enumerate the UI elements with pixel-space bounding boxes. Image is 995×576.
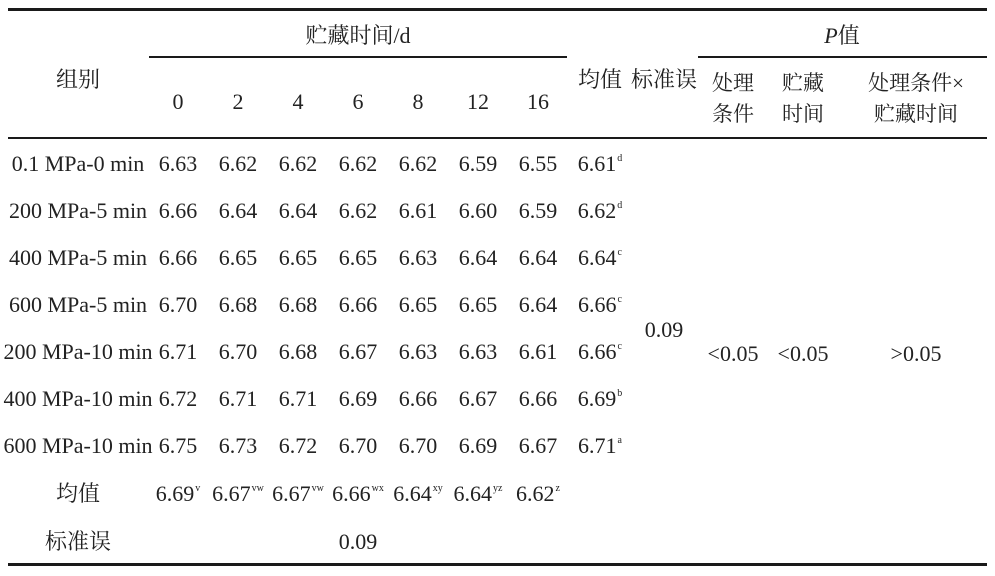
- row-group-label: 0.1 MPa-0 min: [11, 151, 145, 176]
- p-col-storage-line2: 时间: [782, 102, 824, 126]
- time-col-header: 12: [467, 89, 489, 114]
- table-cell: 6.75: [158, 433, 198, 458]
- row-mean-letter: c: [617, 341, 622, 352]
- table-cell: 6.63: [158, 151, 198, 176]
- row-group-label: 200 MPa-5 min: [8, 198, 148, 223]
- row-mean-value: 6.64: [578, 245, 617, 270]
- mean-row-value: 6.66: [332, 481, 371, 506]
- table-cell: 6.65: [278, 245, 318, 270]
- table-cell: 6.66: [158, 198, 198, 223]
- row-mean-value: 6.62: [577, 198, 617, 223]
- table-cell: 6.73: [218, 433, 258, 458]
- table-cell: 6.64: [218, 198, 258, 223]
- se-row-value: 0.09: [338, 529, 378, 554]
- table-cell: 6.63: [398, 245, 438, 270]
- mean-row-value: 6.69: [155, 481, 195, 506]
- table-cell: 6.71: [278, 386, 318, 411]
- row-group-label: 600 MPa-10 min: [3, 433, 153, 458]
- row-group-label: 200 MPa-10 min: [3, 339, 153, 364]
- table-cell: 6.62: [398, 151, 438, 176]
- p-treatment-value: <0.05: [707, 341, 759, 366]
- time-col-header: 0: [172, 89, 184, 114]
- table-cell: 6.66: [338, 292, 378, 317]
- row-mean-letter: d: [617, 153, 623, 164]
- row-mean: [578, 434, 622, 458]
- mean-row-cell: [393, 482, 443, 506]
- mean-row-cell: [454, 482, 503, 506]
- row-mean-letter: d: [617, 200, 623, 211]
- time-col-header: 4: [292, 89, 304, 114]
- table-cell: 6.62: [338, 151, 378, 176]
- header-rule: [8, 137, 987, 139]
- top-rule: [8, 8, 987, 11]
- table-cell: 6.67: [338, 339, 378, 364]
- p-col-interaction-line2: 贮藏时间: [874, 102, 958, 126]
- p-group-rule: [698, 56, 987, 58]
- table-cell: 6.67: [518, 433, 558, 458]
- se-value: 0.09: [644, 317, 684, 342]
- table-cell: 6.55: [518, 151, 558, 176]
- row-mean-letter: c: [617, 294, 622, 305]
- table-cell: 6.62: [338, 198, 378, 223]
- mean-row-value: 6.67: [272, 481, 311, 506]
- mean-row-letter: vw: [311, 483, 324, 494]
- group-header: 组别: [55, 67, 101, 92]
- table-cell: 6.69: [458, 433, 498, 458]
- table-cell: 6.71: [158, 339, 198, 364]
- se-header: 标准误: [630, 67, 698, 92]
- mean-row-letter: yz: [493, 483, 503, 494]
- row-mean-value: 6.66: [578, 292, 617, 317]
- p-col-treatment-line2: 条件: [712, 102, 754, 126]
- table-cell: 6.65: [338, 245, 378, 270]
- p-col-storage-line1: 贮藏: [782, 71, 824, 95]
- row-mean-letter: b: [617, 388, 623, 399]
- table-cell: 6.70: [398, 433, 438, 458]
- row-mean: [578, 246, 622, 270]
- se-row-label: 标准误: [44, 529, 112, 554]
- table-cell: 6.62: [278, 151, 318, 176]
- table-cell: 6.72: [158, 386, 198, 411]
- table-cell: 6.61: [518, 339, 558, 364]
- table-cell: 6.69: [338, 386, 378, 411]
- table-cell: 6.64: [458, 245, 498, 270]
- mean-row-letter: z: [555, 483, 560, 494]
- row-mean-letter: a: [617, 435, 622, 446]
- row-mean: [578, 293, 622, 317]
- mean-row-value: 6.67: [212, 481, 251, 506]
- row-mean-value: 6.69: [577, 386, 617, 411]
- table-cell: 6.71: [218, 386, 258, 411]
- table-cell: 6.70: [158, 292, 198, 317]
- table-cell: 6.66: [518, 386, 558, 411]
- mean-row-cell: [332, 482, 384, 506]
- p-suffix: 值: [837, 23, 860, 48]
- table-cell: 6.68: [278, 339, 318, 364]
- table-cell: 6.63: [458, 339, 498, 364]
- mean-row-cell: [156, 482, 201, 506]
- table-cell: 6.66: [398, 386, 438, 411]
- table-cell: 6.59: [458, 151, 498, 176]
- bottom-rule: [8, 563, 987, 566]
- p-storage-value: <0.05: [777, 341, 829, 366]
- mean-row-letter: wx: [371, 483, 384, 494]
- mean-row-label: 均值: [55, 481, 101, 506]
- time-group-rule: [149, 56, 567, 58]
- mean-header: 均值: [577, 67, 623, 92]
- mean-row-letter: xy: [432, 483, 443, 494]
- table-cell: 6.61: [398, 198, 438, 223]
- time-col-header: 2: [232, 89, 244, 114]
- time-col-header: 16: [527, 89, 549, 114]
- p-col-interaction-line1: 处理条件×: [868, 71, 964, 95]
- row-mean-value: 6.61: [577, 151, 617, 176]
- table-cell: 6.72: [278, 433, 318, 458]
- mean-row-letter: v: [195, 483, 201, 494]
- row-group-label: 400 MPa-5 min: [8, 245, 148, 270]
- time-header: 贮藏时间/d: [305, 23, 411, 48]
- mean-row-value: 6.64: [453, 481, 493, 506]
- row-mean-letter: c: [617, 247, 622, 258]
- mean-row-value: 6.62: [516, 481, 555, 506]
- row-mean: [578, 340, 622, 364]
- table-cell: 6.65: [458, 292, 498, 317]
- table-cell: 6.64: [278, 198, 318, 223]
- table-cell: 6.64: [518, 292, 558, 317]
- row-mean: [578, 152, 623, 176]
- mean-row-value: 6.64: [393, 481, 432, 506]
- table-cell: 6.64: [518, 245, 558, 270]
- table-cell: 6.65: [218, 245, 258, 270]
- time-col-header: 8: [412, 89, 424, 114]
- table-cell: 6.68: [218, 292, 258, 317]
- p-letter: P: [824, 23, 838, 48]
- mean-row-letter: vw: [251, 483, 264, 494]
- table-cell: 6.67: [458, 386, 498, 411]
- mean-row-cell: [516, 482, 560, 506]
- table-cell: 6.66: [158, 245, 198, 270]
- row-group-label: 400 MPa-10 min: [3, 386, 153, 411]
- mean-row-cell: [272, 482, 324, 506]
- row-mean: [578, 387, 623, 411]
- table-cell: 6.62: [218, 151, 258, 176]
- p-header: [824, 24, 859, 48]
- row-mean-value: 6.66: [578, 339, 617, 364]
- row-group-label: 600 MPa-5 min: [8, 292, 148, 317]
- table-cell: 6.68: [278, 292, 318, 317]
- p-interaction-value: >0.05: [890, 341, 942, 366]
- table-cell: 6.65: [398, 292, 438, 317]
- row-mean: [578, 199, 623, 223]
- mean-row-cell: [212, 482, 264, 506]
- row-mean-value: 6.71: [578, 433, 617, 458]
- table-cell: 6.60: [458, 198, 498, 223]
- p-col-treatment-line1: 处理: [712, 71, 754, 95]
- table-cell: 6.70: [338, 433, 378, 458]
- table-cell: 6.63: [398, 339, 438, 364]
- table-cell: 6.59: [518, 198, 558, 223]
- time-col-header: 6: [352, 89, 364, 114]
- table-cell: 6.70: [218, 339, 258, 364]
